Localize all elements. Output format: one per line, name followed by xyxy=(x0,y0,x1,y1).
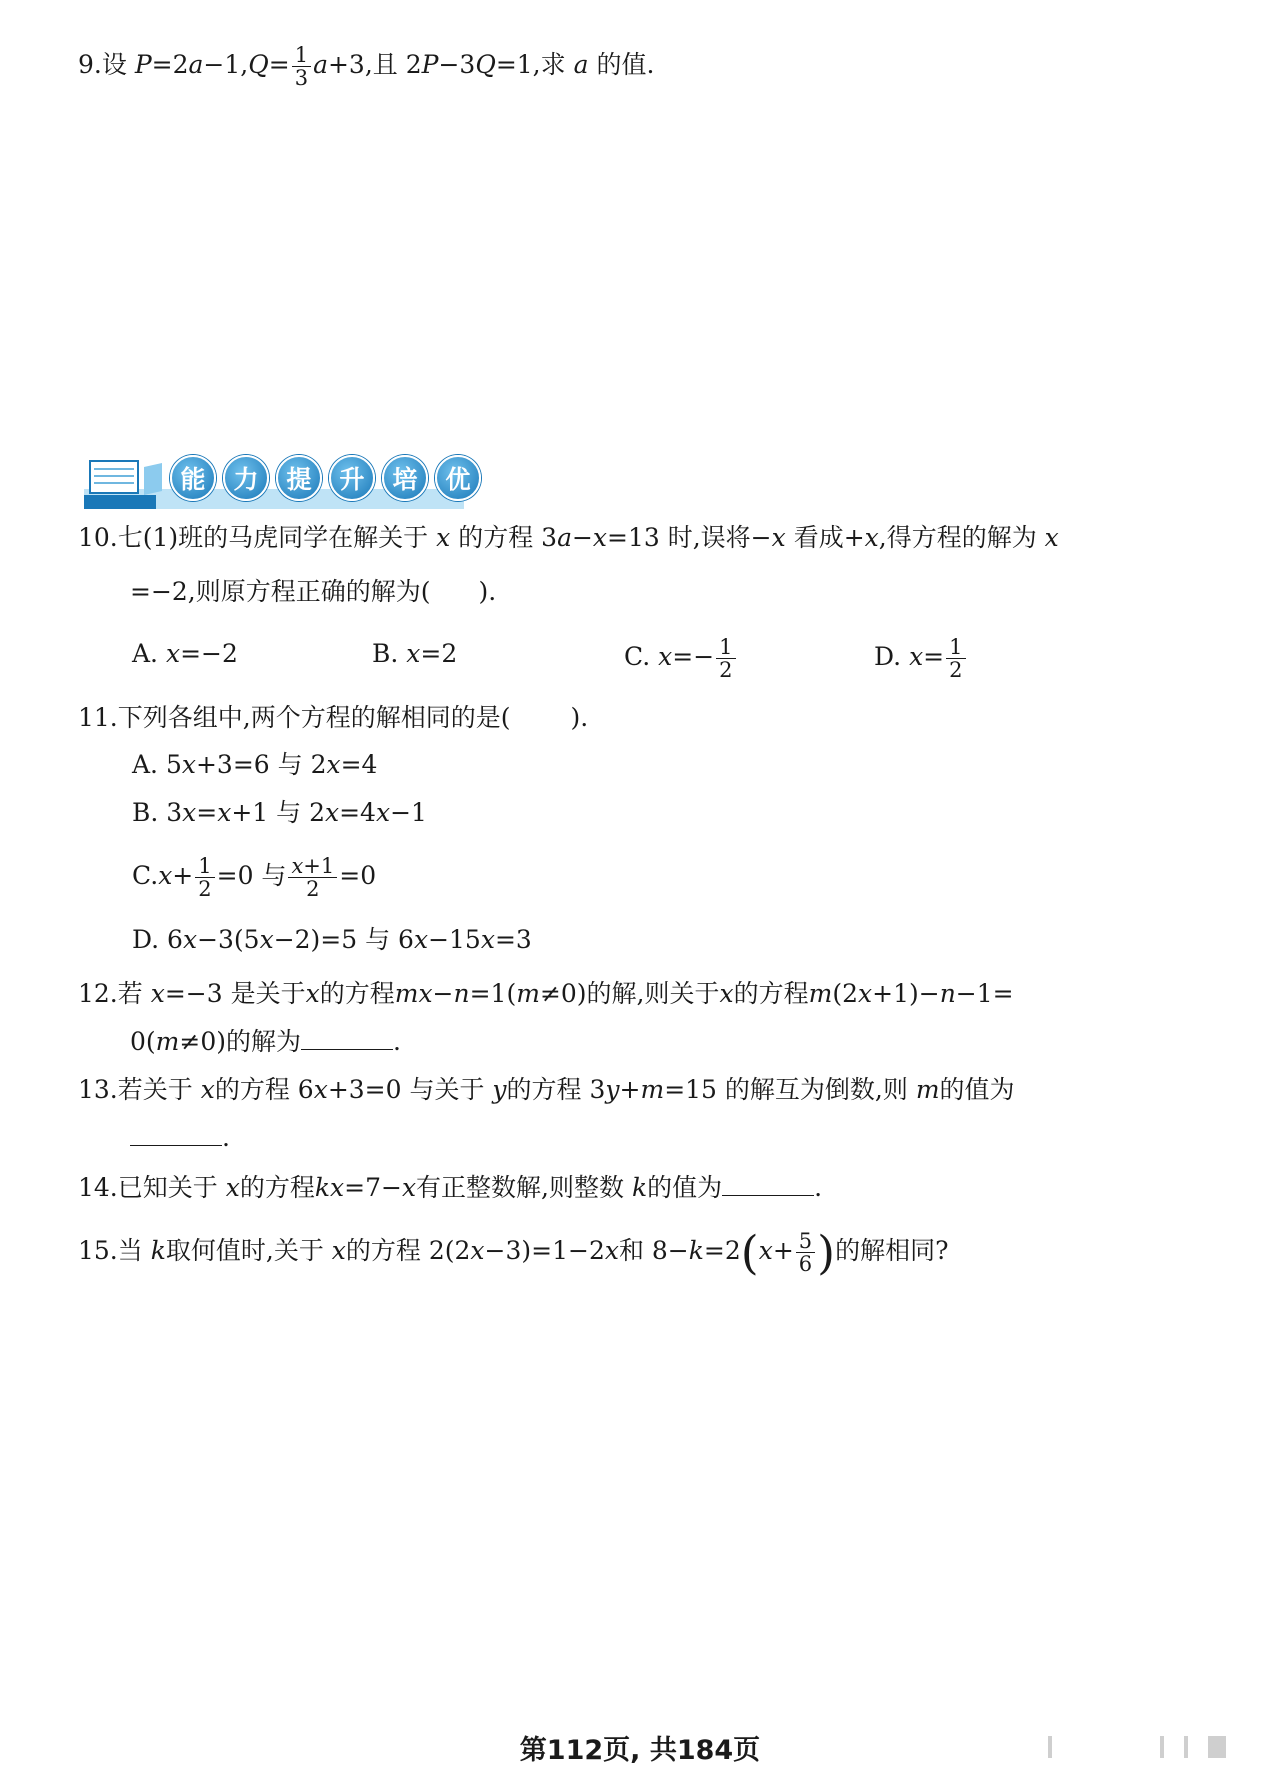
text-fragment: 的方程 3 xyxy=(506,1075,606,1104)
option-c xyxy=(624,636,738,681)
text-fragment: C. xyxy=(624,642,651,671)
text-fragment: + xyxy=(172,861,194,890)
text-fragment: ,得方程的解为 xyxy=(878,523,1037,552)
option-a xyxy=(132,639,238,668)
text-fragment: . xyxy=(222,1123,230,1152)
text-fragment: +3=6 与 2 xyxy=(195,750,327,779)
text-fragment: D. xyxy=(874,642,902,671)
text-fragment: ≠0)的解,则关于 xyxy=(539,979,720,1008)
math-variable: x xyxy=(181,750,196,779)
text-fragment: 13. xyxy=(78,1075,118,1104)
text-fragment: 的方程 xyxy=(239,1173,315,1202)
text-fragment: 1 xyxy=(946,636,965,659)
math-variable: x xyxy=(604,1236,619,1265)
text-fragment: −2)=5 与 6 xyxy=(273,925,414,954)
text-fragment: 1 xyxy=(292,44,311,67)
text-fragment: + xyxy=(772,1236,794,1265)
math-variable: x xyxy=(165,639,181,668)
math-variable: k xyxy=(688,1236,704,1265)
question-10-line-2 xyxy=(130,574,496,610)
text-fragment: 15. xyxy=(78,1236,118,1265)
math-variable: x xyxy=(658,642,673,671)
text-fragment: 的方程 2(2 xyxy=(345,1236,471,1265)
math-variable: x xyxy=(182,798,197,827)
text-fragment: 的值为 xyxy=(939,1075,1015,1104)
text-fragment: . xyxy=(393,1027,401,1056)
scan-artifact xyxy=(1160,1736,1164,1758)
math-variable: x xyxy=(158,861,173,890)
math-variable: x xyxy=(330,1173,345,1202)
math-variable: m xyxy=(640,1075,665,1104)
text-fragment: ) xyxy=(817,1225,836,1280)
math-variable: x xyxy=(771,523,786,552)
math-variable: x xyxy=(592,523,608,552)
banner-title xyxy=(170,455,481,501)
banner-char: 能 xyxy=(170,455,216,501)
text-fragment: (2 xyxy=(832,979,859,1008)
math-variable: m xyxy=(808,979,833,1008)
math-variable: Q xyxy=(475,50,496,79)
text-fragment: 的方程 3 xyxy=(458,523,558,552)
math-variable: k xyxy=(314,1173,331,1202)
math-variable: m xyxy=(516,979,540,1008)
math-variable: x xyxy=(864,523,879,552)
question-11 xyxy=(78,700,588,736)
text-fragment: −15 xyxy=(428,925,481,954)
text-fragment: 2 xyxy=(306,877,320,901)
math-variable: k xyxy=(150,1236,166,1265)
text-fragment: + xyxy=(619,1075,641,1104)
text-fragment: =−2,则原方程正确的解为( xyxy=(130,577,431,606)
question-11-option-a xyxy=(132,747,377,783)
text-fragment xyxy=(288,855,337,878)
question-12 xyxy=(78,976,1014,1012)
text-fragment: 5 xyxy=(796,1230,815,1253)
banner-char: 升 xyxy=(329,455,375,501)
math-variable: a xyxy=(313,50,328,79)
question-11-option-b xyxy=(132,795,427,831)
text-fragment: = xyxy=(923,642,945,671)
text-fragment: 11. xyxy=(78,703,118,732)
text-fragment: 七(1)班的马虎同学在解关于 xyxy=(117,523,429,552)
banner-char: 优 xyxy=(435,455,481,501)
text-fragment: 和 8− xyxy=(618,1236,689,1265)
text-fragment: ). xyxy=(478,577,497,606)
math-variable: x xyxy=(291,854,304,878)
math-variable: x xyxy=(325,798,340,827)
text-fragment: 的值. xyxy=(596,50,655,79)
question-11-option-d xyxy=(132,922,532,958)
text-fragment: =7− xyxy=(344,1173,402,1202)
text-fragment: 已知关于 xyxy=(117,1173,218,1202)
math-variable: a xyxy=(188,50,204,79)
text-fragment: =15 的解互为倒数,则 xyxy=(664,1075,908,1104)
text-fragment: C. xyxy=(132,861,159,890)
math-variable: x xyxy=(150,979,165,1008)
math-variable: a xyxy=(557,523,572,552)
text-fragment: +1 xyxy=(303,854,335,878)
text-fragment: +1)− xyxy=(872,979,940,1008)
page-footer: 第112页, 共184页 xyxy=(519,1735,761,1766)
math-variable: m xyxy=(915,1075,940,1104)
math-variable: x xyxy=(200,1075,215,1104)
text-fragment: 2 xyxy=(198,877,212,901)
text-fragment: 9. xyxy=(78,50,102,79)
text-fragment: −1 xyxy=(390,798,427,827)
math-variable: x xyxy=(326,750,341,779)
math-variable: k xyxy=(631,1173,648,1202)
question-9 xyxy=(78,44,654,89)
text-fragment: 取何值时,关于 xyxy=(165,1236,324,1265)
text-fragment: 当 xyxy=(117,1236,143,1265)
math-variable: x xyxy=(436,523,451,552)
math-variable: x xyxy=(418,979,433,1008)
math-variable: x xyxy=(305,979,320,1008)
math-variable: x xyxy=(217,798,232,827)
text-fragment: = xyxy=(268,50,290,79)
text-fragment: 的值为 xyxy=(647,1173,723,1202)
banner-char: 提 xyxy=(276,455,322,501)
text-fragment: =4 xyxy=(340,750,378,779)
math-variable: m xyxy=(394,979,419,1008)
text-fragment: A. xyxy=(132,639,159,668)
math-variable: x xyxy=(406,639,421,668)
question-15 xyxy=(78,1225,949,1280)
text-fragment: =1( xyxy=(469,979,517,1008)
question-12-line-2 xyxy=(130,1024,401,1060)
banner-char: 培 xyxy=(382,455,428,501)
question-10-options xyxy=(132,635,963,682)
math-variable: x xyxy=(401,1173,417,1202)
question-13 xyxy=(78,1072,1015,1108)
math-variable: x xyxy=(858,979,873,1008)
text-fragment: =−2 xyxy=(180,639,238,668)
math-variable: m xyxy=(155,1027,180,1056)
text-fragment: A. 5 xyxy=(132,750,182,779)
fraction-one-half xyxy=(716,636,735,681)
text-fragment: +3,且 2 xyxy=(327,50,422,79)
text-fragment: =− xyxy=(672,642,715,671)
math-variable: y xyxy=(605,1075,620,1104)
text-fragment: 2 xyxy=(949,658,963,682)
text-fragment: − xyxy=(571,523,593,552)
text-fragment: +1 与 2 xyxy=(231,798,325,827)
text-fragment: . xyxy=(814,1173,823,1202)
math-variable: x xyxy=(182,925,198,954)
math-variable: y xyxy=(492,1075,507,1104)
text-fragment: ( xyxy=(740,1225,759,1280)
fraction-x-plus-one-over-two xyxy=(288,855,337,900)
text-fragment: 3 xyxy=(294,66,309,90)
text-fragment: B. xyxy=(372,639,399,668)
answer-blank[interactable] xyxy=(130,1121,222,1146)
text-fragment: 1 xyxy=(195,855,214,878)
fraction-five-sixths xyxy=(796,1230,815,1275)
question-13-line-2 xyxy=(130,1120,230,1156)
text-fragment: 2 xyxy=(719,658,733,682)
text-fragment: 若关于 xyxy=(117,1075,193,1104)
scan-artifact xyxy=(1184,1736,1188,1758)
text-fragment: =2 xyxy=(151,50,189,79)
text-fragment: 14. xyxy=(78,1173,118,1202)
text-fragment: =4 xyxy=(339,798,376,827)
text-fragment: = xyxy=(196,798,218,827)
text-fragment: 的方程 6 xyxy=(214,1075,314,1104)
text-fragment: −3 xyxy=(438,50,476,79)
text-fragment: =0 与 xyxy=(216,861,287,890)
math-variable: P xyxy=(421,50,439,79)
math-variable: x xyxy=(413,925,429,954)
math-variable: x xyxy=(375,798,391,827)
math-variable: x xyxy=(225,1173,240,1202)
text-fragment: D. 6 xyxy=(132,925,183,954)
text-fragment: 设 xyxy=(101,50,127,79)
math-variable: Q xyxy=(248,50,269,79)
banner-char: 力 xyxy=(223,455,269,501)
text-fragment: +3=0 与关于 xyxy=(327,1075,485,1104)
text-fragment: 看成+ xyxy=(793,523,865,552)
text-fragment: −3(5 xyxy=(197,925,260,954)
text-fragment: −1, xyxy=(203,50,249,79)
option-d xyxy=(874,636,968,681)
scan-artifact xyxy=(1048,1736,1052,1758)
math-variable: x xyxy=(758,1236,773,1265)
text-fragment: =2 xyxy=(420,639,458,668)
question-14 xyxy=(78,1170,822,1206)
question-10 xyxy=(78,520,1059,556)
math-variable: n xyxy=(453,979,470,1008)
text-fragment: 若 xyxy=(117,979,143,1008)
math-variable: x xyxy=(313,1075,328,1104)
math-variable: x xyxy=(470,1236,485,1265)
question-11-option-c xyxy=(132,855,376,900)
text-fragment: 1 xyxy=(716,636,735,659)
text-fragment: 12. xyxy=(78,979,118,1008)
text-fragment: 的方程 xyxy=(733,979,809,1008)
text-fragment: =−3 是关于 xyxy=(164,979,306,1008)
text-fragment: ≠0)的解为 xyxy=(179,1027,301,1056)
text-fragment: 的方程 xyxy=(319,979,395,1008)
math-variable: x xyxy=(719,979,734,1008)
text-fragment: =13 时,误将− xyxy=(607,523,772,552)
math-variable: P xyxy=(134,50,152,79)
text-fragment: 有正整数解,则整数 xyxy=(416,1173,624,1202)
answer-blank[interactable] xyxy=(722,1171,814,1196)
math-variable: x xyxy=(331,1236,346,1265)
answer-blank[interactable] xyxy=(301,1025,393,1050)
option-b xyxy=(372,636,457,672)
fraction-one-half xyxy=(946,636,965,681)
text-fragment: −1= xyxy=(955,979,1014,1008)
text-fragment: 下列各组中,两个方程的解相同的是( xyxy=(117,703,511,732)
text-fragment: −3)=1−2 xyxy=(484,1236,605,1265)
math-variable: x xyxy=(909,642,924,671)
text-fragment: 10. xyxy=(78,523,118,552)
text-fragment: =3 xyxy=(494,925,532,954)
fraction-one-half xyxy=(195,855,214,900)
text-fragment: =2 xyxy=(703,1236,741,1265)
scan-artifact xyxy=(1208,1736,1226,1758)
math-variable: x xyxy=(480,925,495,954)
text-fragment: 6 xyxy=(798,1252,813,1276)
text-fragment: B. 3 xyxy=(132,798,183,827)
text-fragment: 0( xyxy=(130,1027,156,1056)
text-fragment: =0 xyxy=(339,861,377,890)
text-fragment: =1,求 xyxy=(495,50,566,79)
math-variable: x xyxy=(259,925,274,954)
math-variable: a xyxy=(573,50,589,79)
text-fragment: − xyxy=(432,979,454,1008)
math-variable: n xyxy=(939,979,956,1008)
text-fragment: ). xyxy=(570,703,589,732)
section-banner xyxy=(84,455,471,513)
text-fragment: 的解相同? xyxy=(835,1236,949,1265)
fraction-one-third xyxy=(292,44,311,89)
math-variable: x xyxy=(1044,523,1059,552)
